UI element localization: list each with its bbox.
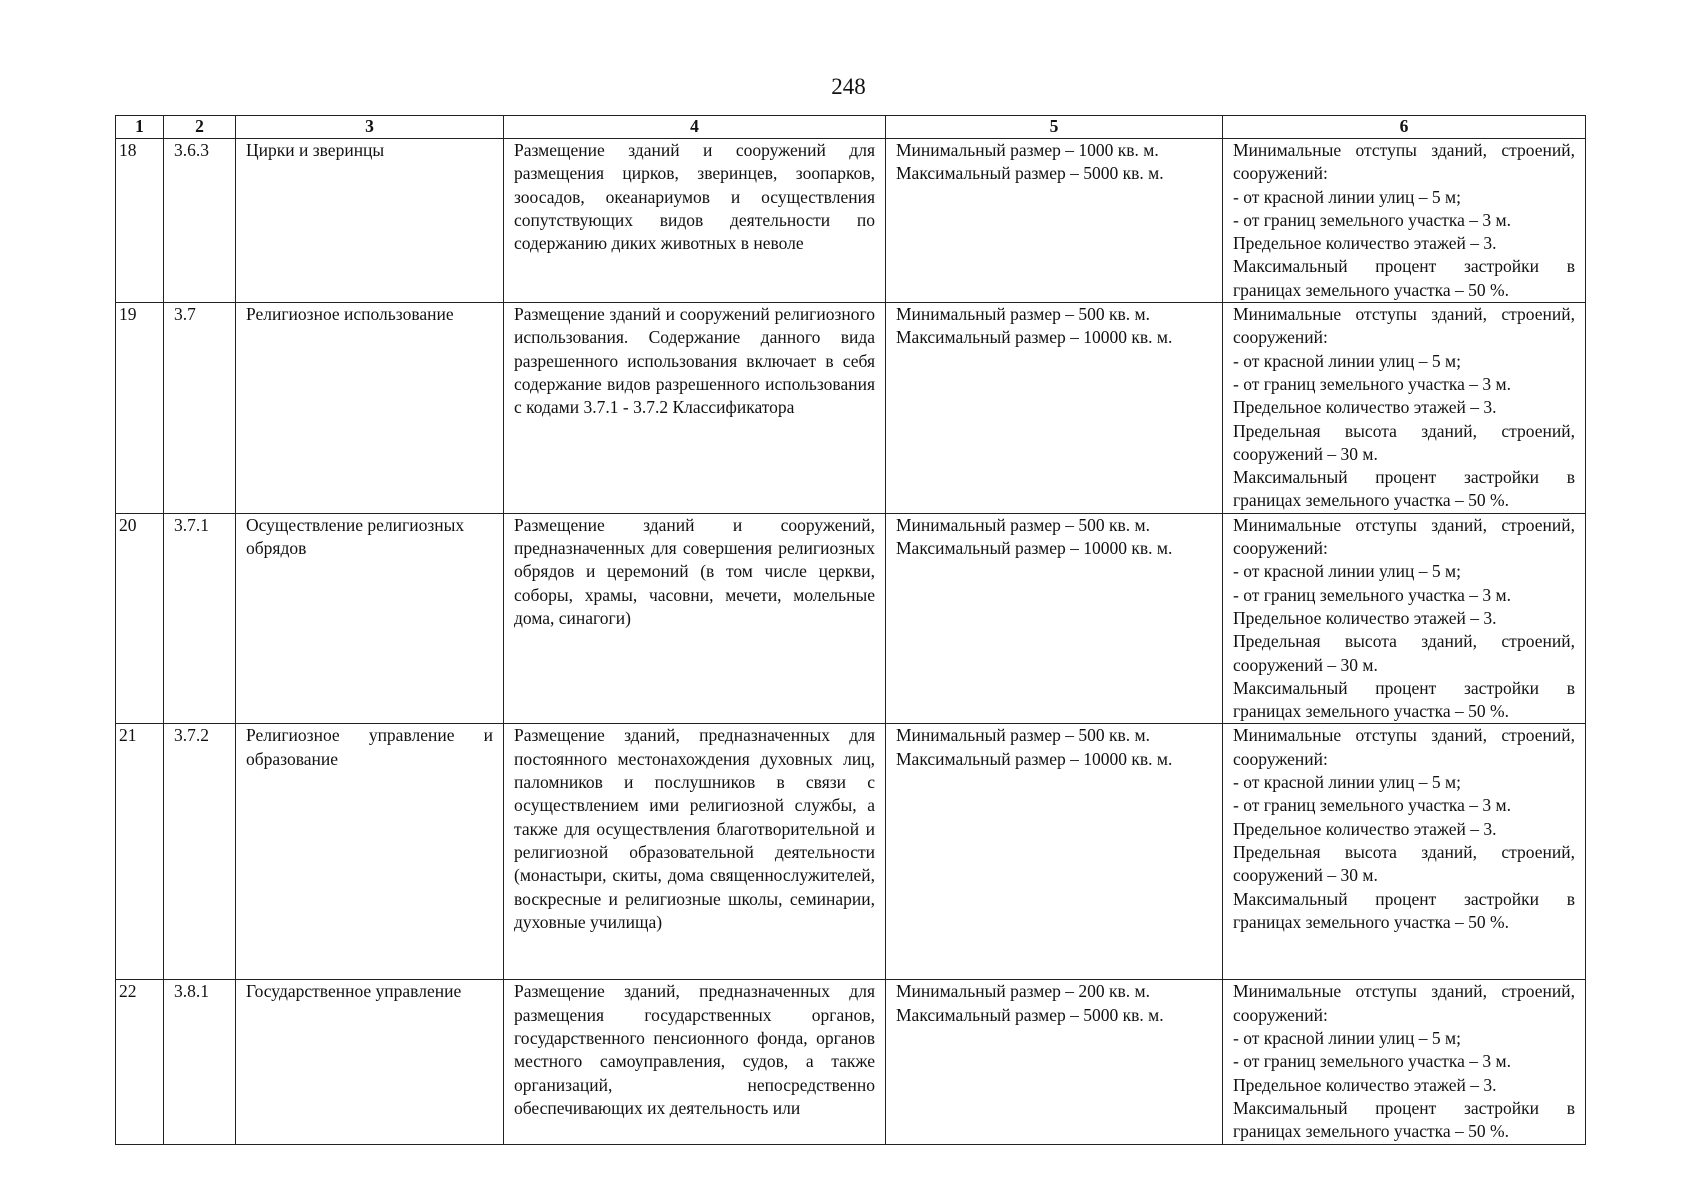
param-line: Максимальный процент застройки в границах земельного участка – 50 %. [1233,1097,1575,1142]
building-parameters [1223,980,1586,1144]
plot-size-max: Максимальный размер – 5000 кв. м. [896,1004,1164,1025]
building-parameters [1223,513,1586,724]
land-use-name: Осуществление религиозных обрядов [236,513,504,724]
param-line: Максимальный процент застройки в границах земельного участка – 50 %. [1233,677,1575,722]
land-use-description: Размещение зданий и сооружений для размещения цирков, зверинцев, зоопарков, зоосадов, океанариумов и осуществления сопутствующих видов деятельности по содержанию диких животных в неволе [504,139,886,303]
param-line: - от красной линии улиц – 5 м; [1233,561,1461,582]
table-header-row [116,116,1586,139]
column-header: 4 [504,116,886,139]
row-number: 20 [116,513,164,724]
row-number: 18 [116,139,164,303]
land-use-description: Размещение зданий, предназначенных для размещения государственных органов, государственного пенсионного фонда, органов местного самоуправления, судов, а также организаций, непосредственно обеспечивающих их деятельность или [504,980,886,1144]
param-line: Максимальный процент застройки в границах земельного участка – 50 %. [1233,256,1575,300]
param-line: Предельная высота зданий, строений, сооружений – 30 м. [1233,420,1575,464]
column-header: 2 [164,116,236,139]
plot-size-max: Максимальный размер – 5000 кв. м. [896,163,1164,184]
param-line: Минимальные отступы зданий, строений, сооружений: [1233,981,1575,1025]
param-line: Минимальные отступы зданий, строений, сооружений: [1233,514,1575,559]
land-use-description: Размещение зданий, предназначенных для постоянного местонахождения духовных лиц, паломников и послушников в связи с осуществлением ими религиозной службы, а также для осуществления благотворительной и религиозной образовательной деятельности (монастыри, скиты, дома священнослужителей, воскресные и религиозные школы, семинарии, духовные училища) [504,724,886,980]
param-line: Минимальные отступы зданий, строений, сооружений: [1233,140,1575,184]
plot-size-max: Максимальный размер – 10000 кв. м. [896,538,1173,559]
param-line: Предельное количество этажей – 3. [1233,818,1497,839]
plot-size-limits [886,513,1223,724]
plot-size-limits [886,724,1223,980]
plot-size-max: Максимальный размер – 10000 кв. м. [896,327,1173,348]
param-line: - от красной линии улиц – 5 м; [1233,1028,1461,1049]
table-row [116,139,1586,303]
table-row [116,513,1586,724]
plot-size-min: Минимальный размер – 500 кв. м. [896,514,1150,535]
plot-size-limits [886,980,1223,1144]
param-line: - от границ земельного участка – 3 м. [1233,209,1511,230]
table-row [116,724,1586,980]
column-header: 1 [116,116,164,139]
table-row [116,980,1586,1144]
row-number: 21 [116,724,164,980]
land-use-description: Размещение зданий и сооружений, предназначенных для совершения религиозных обрядов и церемоний (в том числе церкви, соборы, храмы, часовни, мечети, молельные дома, синагоги) [504,513,886,724]
param-line: Предельное количество этажей – 3. [1233,397,1497,418]
column-header: 3 [236,116,504,139]
param-line: Минимальные отступы зданий, строений, сооружений: [1233,725,1575,769]
plot-size-max: Максимальный размер – 10000 кв. м. [896,748,1173,769]
building-parameters [1223,303,1586,514]
land-use-code: 3.7.1 [164,513,236,724]
land-use-code: 3.7 [164,303,236,514]
page-number: 248 [831,74,866,99]
plot-size-min: Минимальный размер – 500 кв. м. [896,304,1150,325]
building-parameters [1223,139,1586,303]
column-header: 6 [1223,116,1586,139]
param-line: Предельное количество этажей – 3. [1233,233,1497,254]
param-line: - от границ земельного участка – 3 м. [1233,584,1511,605]
land-use-name: Цирки и зверинцы [236,139,504,303]
land-use-code: 3.7.2 [164,724,236,980]
table-row [116,303,1586,514]
land-use-description: Размещение зданий и сооружений религиозного использования. Содержание данного вида разрешенного использования включает в себя содержание видов разрешенного использования с кодами 3.7.1 - 3.7.2 Классификатора [504,303,886,514]
param-line: Предельное количество этажей – 3. [1233,1074,1497,1095]
param-line: Максимальный процент застройки в границах земельного участка – 50 %. [1233,467,1575,511]
land-use-code: 3.6.3 [164,139,236,303]
land-use-name: Государственное управление [236,980,504,1144]
param-line: Минимальные отступы зданий, строений, сооружений: [1233,304,1575,348]
land-use-name: Религиозное использование [236,303,504,514]
param-line: Предельная высота зданий, строений, сооружений – 30 м. [1233,631,1575,675]
param-line: - от границ земельного участка – 3 м. [1233,1051,1511,1072]
param-line: - от красной линии улиц – 5 м; [1233,350,1461,371]
plot-size-limits [886,139,1223,303]
param-line: Максимальный процент застройки в границах земельного участка – 50 %. [1233,888,1575,932]
plot-size-limits [886,303,1223,514]
plot-size-min: Минимальный размер – 500 кв. м. [896,725,1150,746]
column-header: 5 [886,116,1223,139]
row-number: 22 [116,980,164,1144]
building-parameters [1223,724,1586,980]
param-line: - от красной линии улиц – 5 м; [1233,186,1461,207]
plot-size-min: Минимальный размер – 200 кв. м. [896,981,1150,1002]
param-line: Предельная высота зданий, строений, сооружений – 30 м. [1233,841,1575,886]
param-line: Предельное количество этажей – 3. [1233,607,1497,628]
param-line: - от границ земельного участка – 3 м. [1233,795,1511,816]
row-number: 19 [116,303,164,514]
land-use-code: 3.8.1 [164,980,236,1144]
land-use-name: Религиозное управление и образование [236,724,504,980]
param-line: - от красной линии улиц – 5 м; [1233,772,1461,793]
param-line: - от границ земельного участка – 3 м. [1233,373,1511,394]
regulations-table [115,115,1586,1145]
plot-size-min: Минимальный размер – 1000 кв. м. [896,140,1159,160]
